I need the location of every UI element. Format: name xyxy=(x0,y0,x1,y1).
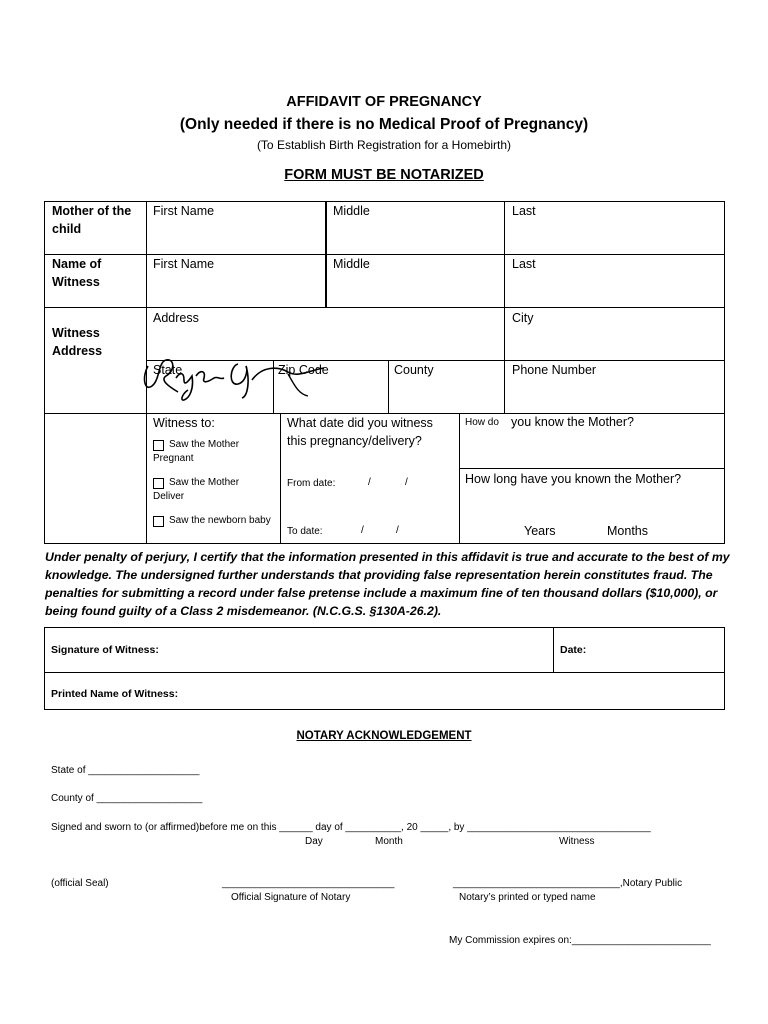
mother-first-name-field[interactable]: First Name xyxy=(153,204,215,218)
months-label: Months xyxy=(607,524,648,538)
how-do-label: How do xyxy=(465,417,499,428)
saw-newborn-label: Saw the newborn baby xyxy=(169,515,271,526)
notary-heading: NOTARY ACKNOWLEDGEMENT xyxy=(296,730,472,742)
state-field[interactable]: State xyxy=(153,363,183,377)
from-date-label: From date: xyxy=(287,478,336,489)
table-rule xyxy=(325,201,327,308)
table-border-left xyxy=(44,201,45,544)
witness-last-field[interactable]: Last xyxy=(512,257,536,271)
mother-last-field[interactable]: Last xyxy=(512,204,536,218)
years-label: Years xyxy=(524,524,556,538)
form-title: AFFIDAVIT OF PREGNANCY xyxy=(286,94,482,110)
month-caption: Month xyxy=(375,836,403,847)
witness-name-row-label: Name of Witness xyxy=(52,257,102,289)
know-mother-question: you know the Mother? xyxy=(511,415,634,429)
table-rule xyxy=(280,413,281,544)
saw-mother-pregnant-label: Saw the Mother Pregnant xyxy=(153,439,240,464)
phone-number-field[interactable]: Phone Number xyxy=(512,363,597,377)
official-seal-label: (official Seal) xyxy=(51,878,109,889)
form-subtitle: (Only needed if there is no Medical Proof of Pregnancy) xyxy=(179,116,589,133)
sig-box-border-top xyxy=(44,627,725,628)
sig-box-rule xyxy=(44,672,725,673)
from-date-slash: / xyxy=(405,477,408,488)
table-rule xyxy=(504,201,505,414)
notary-printed-name-caption: Notary’s printed or typed name xyxy=(459,892,596,903)
city-field[interactable]: City xyxy=(512,311,534,325)
to-date-label: To date: xyxy=(287,526,323,537)
mother-row-label: Mother of the child xyxy=(52,204,132,236)
table-rule xyxy=(459,413,460,544)
sig-box-border-left xyxy=(44,627,45,710)
to-date-slash: / xyxy=(361,525,364,536)
notary-signature-line[interactable]: _______________________________ xyxy=(222,878,395,889)
sig-box-border-bottom xyxy=(44,709,725,710)
handwritten-signature xyxy=(138,352,338,404)
how-long-question: How long have you known the Mother? xyxy=(465,472,682,486)
official-signature-caption: Official Signature of Notary xyxy=(231,892,351,903)
witness-address-row-label: Witness Address xyxy=(52,326,103,358)
notary-county-line[interactable]: County of ___________________ xyxy=(51,793,203,804)
address-field[interactable]: Address xyxy=(153,311,199,325)
printed-name-of-witness-field[interactable]: Printed Name of Witness: xyxy=(51,688,179,700)
date-field[interactable]: Date: xyxy=(560,644,587,656)
witness-caption: Witness xyxy=(559,836,595,847)
county-field[interactable]: County xyxy=(394,363,434,377)
table-rule xyxy=(459,468,725,469)
witness-to-label: Witness to: xyxy=(153,416,215,430)
witness-middle-field[interactable]: Middle xyxy=(333,257,370,271)
sig-box-border-right xyxy=(724,627,725,710)
notary-sworn-line[interactable]: Signed and sworn to (or affirmed)before me on this ______ day of __________, 20 _____, by _________________________________ xyxy=(51,822,651,833)
witness-first-name-field[interactable]: First Name xyxy=(153,257,215,271)
notary-state-line[interactable]: State of ____________________ xyxy=(51,765,200,776)
day-caption: Day xyxy=(305,836,323,847)
saw-mother-deliver-label: Saw the Mother Deliver xyxy=(153,477,240,502)
to-date-slash: / xyxy=(396,525,399,536)
from-date-slash: / xyxy=(368,477,371,488)
perjury-statement: Under penalty of perjury, I certify that the information presented in this affidavit is true and accurate to the best of my knowledge. The undersigned further understands that providing false representation herein constitutes fraud. The penalties for submitting a record under false pretense include a maximum fine of ten thousand dollars ($10,000), or being found guilty of a Class 2 misdemeanor. (N.C.G.S. §130A-26.2). xyxy=(45,550,730,618)
mother-middle-field[interactable]: Middle xyxy=(333,204,370,218)
signature-of-witness-field[interactable]: Signature of Witness: xyxy=(51,644,159,656)
notarize-heading: FORM MUST BE NOTARIZED xyxy=(284,167,484,183)
commission-expires-line[interactable]: My Commission expires on:_________________________ xyxy=(449,935,711,946)
notary-public-line[interactable]: ______________________________,Notary Public xyxy=(453,878,683,889)
zip-code-field[interactable]: Zip Code xyxy=(278,363,329,377)
form-note: (To Establish Birth Registration for a Homebirth) xyxy=(256,138,512,152)
what-date-question: What date did you witness this pregnancy/delivery? xyxy=(287,416,433,448)
table-rule xyxy=(388,360,389,414)
table-border-right xyxy=(724,201,725,544)
sig-box-rule xyxy=(553,627,554,673)
